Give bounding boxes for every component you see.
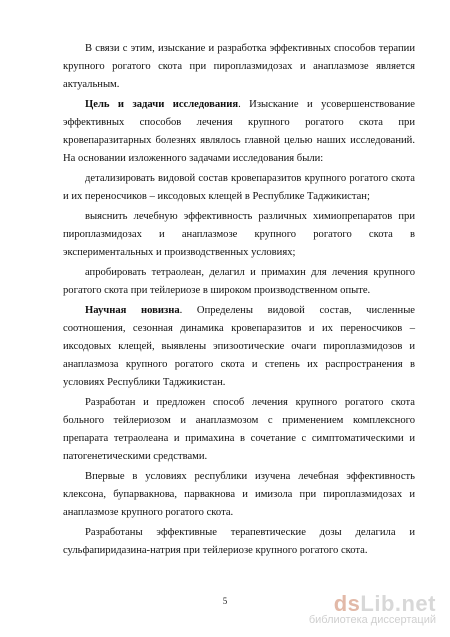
page-number: 5 bbox=[222, 596, 228, 606]
paragraph-relevance: В связи с этим, изыскание и разработка эффективных способов терапии крупного рогатого скота при пироплазмидозах и анаплазмозе является актуальным. bbox=[63, 43, 415, 90]
paragraph-doses: Разработаны эффективные терапевтические дозы делагила и сульфапиридазина-натрия при тейлериозе крупного рогатого скота. bbox=[63, 527, 415, 556]
task-item-3: апробировать тетраолеан, делагил и примахин для лечения крупного рогатого скота при тейлериозе в широком производственном опыте. bbox=[63, 267, 415, 296]
document-body bbox=[63, 40, 415, 560]
paragraph-method: Разработан и предложен способ лечения крупного рогатого скота больного тейлериозом и анаплазмозом с применением комплексного препарата тетраолеана и примахина в сочетание с симптоматическими и патогенетическими средствами. bbox=[63, 397, 415, 462]
goal-heading: Цель и задачи исследования bbox=[85, 99, 239, 110]
watermark[interactable] bbox=[309, 592, 436, 626]
novelty-text: . Определены видовой состав, численные соотношения, сезонная динамика кровепаразитов и их переносчиков – иксодовых клещей, выявлены эпизоотические очаги пироплазмидозов и анаплазмоза крупного рогатого скота и степень их распространения в условиях Республики Таджикистан. bbox=[63, 305, 416, 388]
goal-text: . Изыскание и усовершенствование эффективных способов лечения крупного рогатого скота при кровепаразитарных болезнях являлось главной целью наших исследований. На основании изложенного задачами исследования были: bbox=[63, 99, 415, 164]
novelty-heading: Научная новизна bbox=[85, 305, 180, 316]
paragraph-goal bbox=[63, 96, 415, 168]
paragraph-novelty bbox=[63, 302, 415, 392]
task-item-1: детализировать видовой состав кровепаразитов крупного рогатого скота и их переносчиков – иксодовых клещей в Республике Таджикистан; bbox=[63, 173, 415, 202]
watermark-logo[interactable]: dsLib.net bbox=[333, 591, 436, 616]
watermark-subtitle: библиотека диссертаций bbox=[308, 614, 436, 626]
task-item-2: выяснить лечебную эффективность различных химиопрепаратов при пироплазмидозах и анаплазмозе крупного рогатого скота в экспериментальных и производственных условиях; bbox=[63, 211, 415, 258]
paragraph-first-study: Впервые в условиях республики изучена лечебная эффективность клексона, бупарвакнова, парвакнова и имизола при пироплазмидозах и анаплазмозе крупного рогатого скота. bbox=[63, 471, 415, 518]
